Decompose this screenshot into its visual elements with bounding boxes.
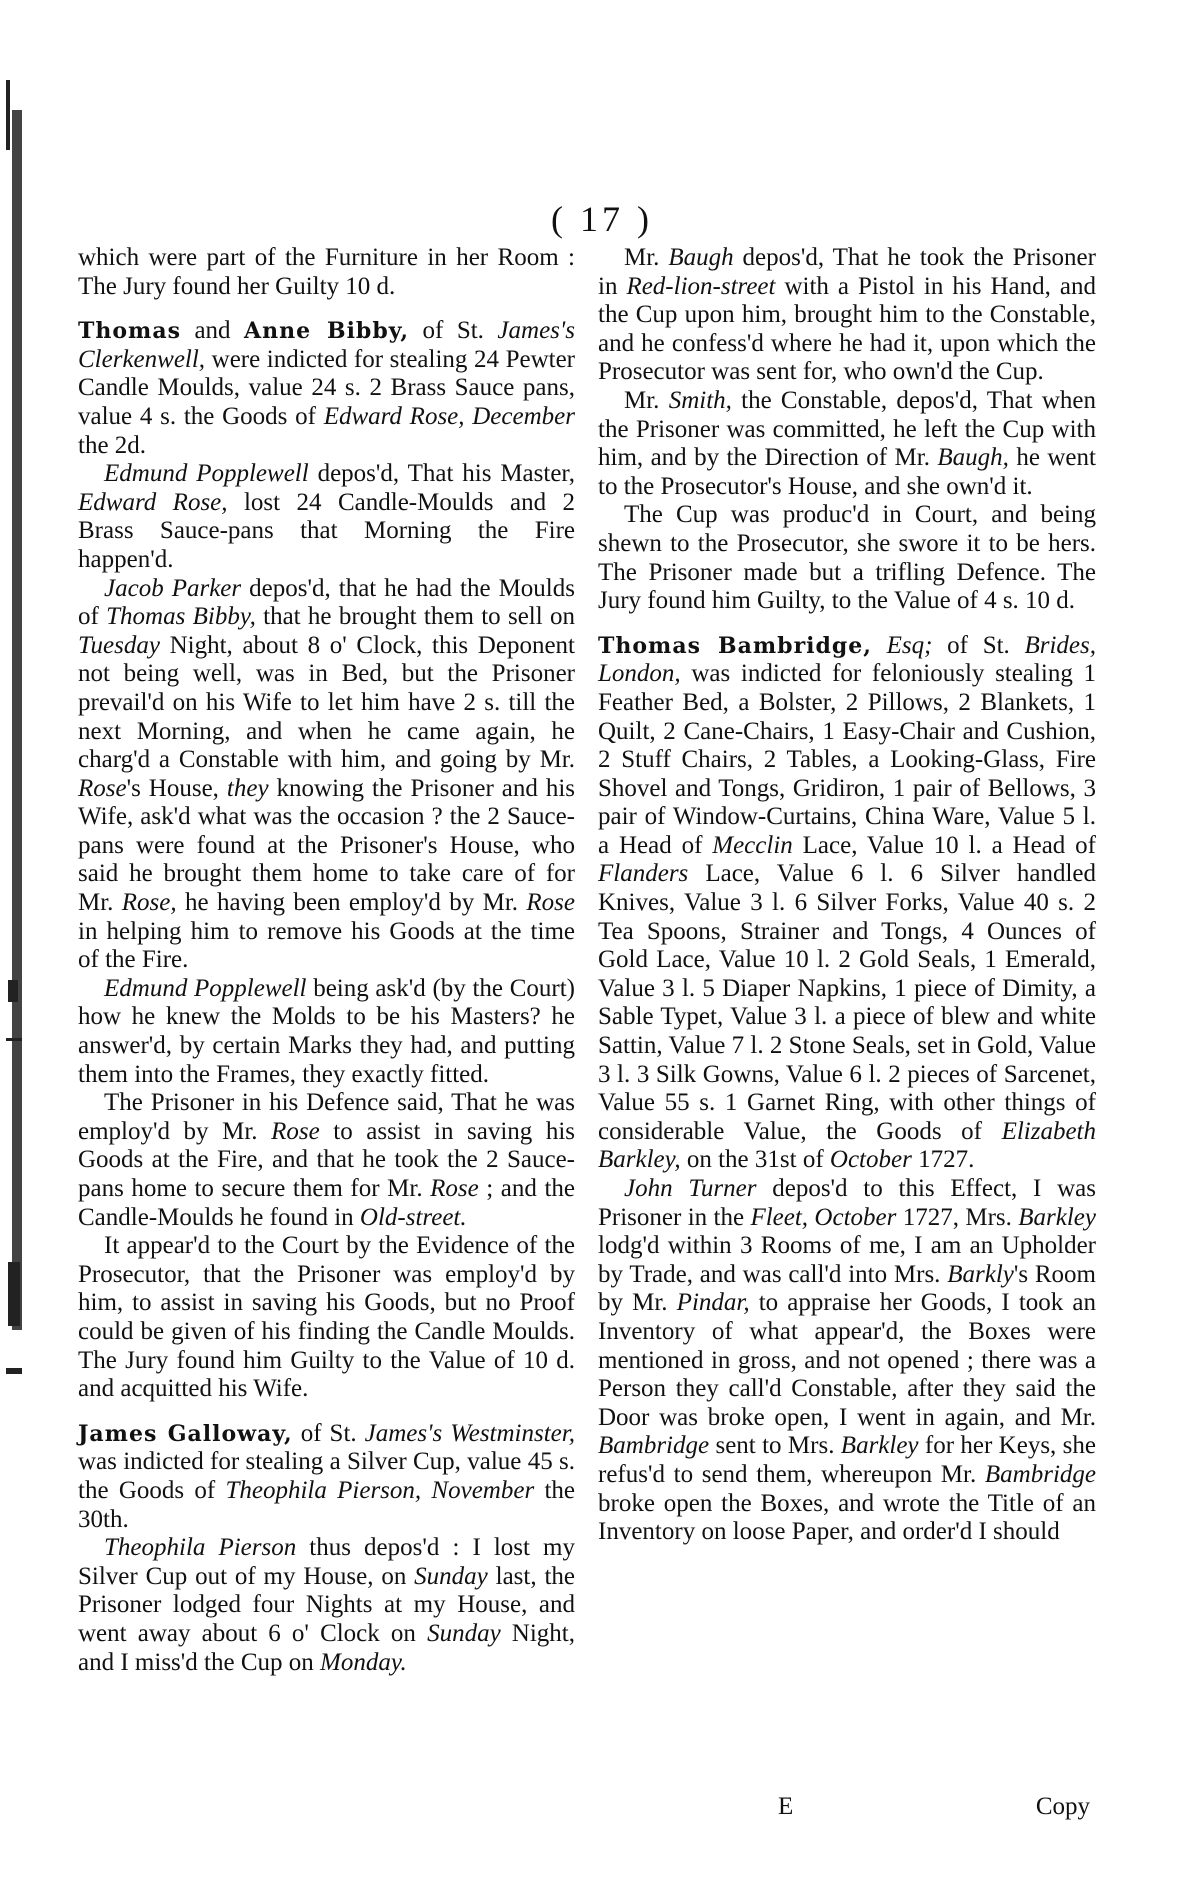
right-column xyxy=(598,244,1096,1547)
left-column xyxy=(78,244,575,1677)
case-heading-bibby: Thomas and Anne Bibby, of St. James's Clerkenwell, were indicted for stealing 24 Pewter Candle Moulds, value 24 s. 2 Brass Sauce pans, value 4 s. the Goods of Edward Rose, December the 2d. xyxy=(78,317,575,459)
page-footer xyxy=(598,1793,1096,1823)
defendant-name: Thomas Bambridge, xyxy=(598,632,872,659)
paragraph: which were part of the Furniture in her Room : The Jury found her Guilty 10 d. xyxy=(78,244,575,300)
defendant-name: Anne Bibby, xyxy=(244,318,410,345)
signature-mark: E xyxy=(778,1793,794,1820)
page-number: ( 17 ) xyxy=(551,199,653,239)
paragraph: Edmund Popplewell being ask'd (by the Court) how he knew the Molds to be his Masters? he answer'd, by certain Marks they had, and putting them into the Frames, they exactly fitted. xyxy=(78,974,575,1088)
paragraph: Jacob Parker depos'd, that he had the Moulds of Thomas Bibby, that he brought them to sell on Tuesday Night, about 8 o' Clock, this Deponent not being well, was in Bed, but the Prisoner prevail'd on his Wife to let him have 2 s. till the next Morning, and when he came again, he charg'd a Constable with him, and going by Mr. Rose's House, they knowing the Prisoner and his Wife, ask'd what was the occasion ? the 2 Sauce-pans were found at the Prisoner's House, who said he brought them home to take care of for Mr. Rose, he having been employ'd by Mr. Rose in helping him to remove his Goods at the time of the Fire. xyxy=(78,574,575,974)
paragraph: It appear'd to the Court by the Evidence of the Prosecutor, that the Prisoner was employ'd by him, to assist in saving his Goods, but no Proof could be given of his finding the Candle Moulds. The Jury found him Guilty to the Value of 10 d. and acquitted his Wife. xyxy=(78,1232,575,1403)
binding-edge xyxy=(0,0,38,1888)
paragraph: Mr. Smith, the Constable, depos'd, That when the Prisoner was committed, he left the Cup with him, and by the Direction of Mr. Baugh, he went to the Prosecutor's House, and she own'd it. xyxy=(598,386,1096,500)
defendant-name: Thomas xyxy=(78,318,181,345)
paragraph: Mr. Baugh depos'd, That he took the Prisoner in Red-lion-street with a Pistol in his Hand, and the Cup upon him, brought him to the Constable, and he confess'd where he had it, upon which the Prosecutor was sent for, who own'd the Cup. xyxy=(598,244,1096,386)
case-heading-bambridge: Thomas Bambridge, Esq; of St. Brides, London, was indicted for feloniously stealing 1 Feather Bed, a Bolster, 2 Pillows, 2 Blankets, 1 Quilt, 2 Cane-Chairs, 1 Easy-Chair and Cushion, 2 Stuff Chairs, 2 Tables, a Looking-Glass, Fire Shovel and Tongs, Gridiron, 1 pair of Bellows, 3 pair of Window-Curtains, China Ware, Value 5 l. a Head of Mecclin Lace, Value 10 l. a Head of Flanders Lace, Value 6 l. 6 Silver handled Knives, Value 3 l. 6 Silver Forks, Value 40 s. 2 Tea Spoons, Strainer and Tongs, 4 Ounces of Gold Lace, Value 10 l. 2 Gold Seals, 1 Emerald, Value 3 l. 5 Diaper Napkins, 1 piece of Dimity, a Sable Typet, Value 3 l. a piece of blew and white Sattin, Value 7 l. 2 Stone Seals, set in Gold, Value 3 l. 3 Silk Gowns, Value 6 l. 2 pieces of Sarcenet, Value 55 s. 1 Garnet Ring, with other things of considerable Value, the Goods of Elizabeth Barkley, on the 31st of October 1727. xyxy=(598,631,1097,1174)
paragraph: The Cup was produc'd in Court, and being shewn to the Prosecutor, she swore it to be hers. The Prisoner made but a trifling Defence. The Jury found him Guilty, to the Value of 4 s. 10 d. xyxy=(598,501,1096,615)
paragraph: Theophila Pierson thus depos'd : I lost my Silver Cup out of my House, on Sunday last, the Prisoner lodged four Nights at my House, and went away about 6 o' Clock on Sunday Night, and I miss'd the Cup on Monday. xyxy=(78,1534,576,1676)
defendant-name: James Galloway, xyxy=(78,1420,293,1447)
paragraph: Edmund Popplewell depos'd, That his Master, Edward Rose, lost 24 Candle-Moulds and 2 Brass Sauce-pans that Morning the Fire happen'd. xyxy=(78,460,576,573)
paragraph: The Prisoner in his Defence said, That he was employ'd by Mr. Rose to assist in saving his Goods at the Fire, and that he took the 2 Sauce-pans home to secure them for Mr. Rose ; and the Candle-Moulds he found in Old-street. xyxy=(78,1089,575,1231)
paragraph: John Turner depos'd to this Effect, I was Prisoner in the Fleet, October 1727, Mrs. Barkley lodg'd within 3 Rooms of me, I am an Upholder by Trade, and was call'd into Mrs. Barkly's Room by Mr. Pindar, to appraise her Goods, I took an Inventory of what appear'd, the Boxes were mentioned in gross, and not opened ; there was a Person they call'd Constable, after they said the Door was broke open, I went in again, and Mr. Bambridge sent to Mrs. Barkley for her Keys, she refus'd to send them, whereupon Mr. Bambridge broke open the Boxes, and wrote the Title of an Inventory on loose Paper, and order'd I should xyxy=(598,1175,1097,1546)
case-heading-galloway: James Galloway, of St. James's Westminster, was indicted for stealing a Silver Cup, value 45 s. the Goods of Theophila Pierson, November the 30th. xyxy=(78,1419,575,1533)
catchword: Copy xyxy=(1035,1793,1090,1820)
